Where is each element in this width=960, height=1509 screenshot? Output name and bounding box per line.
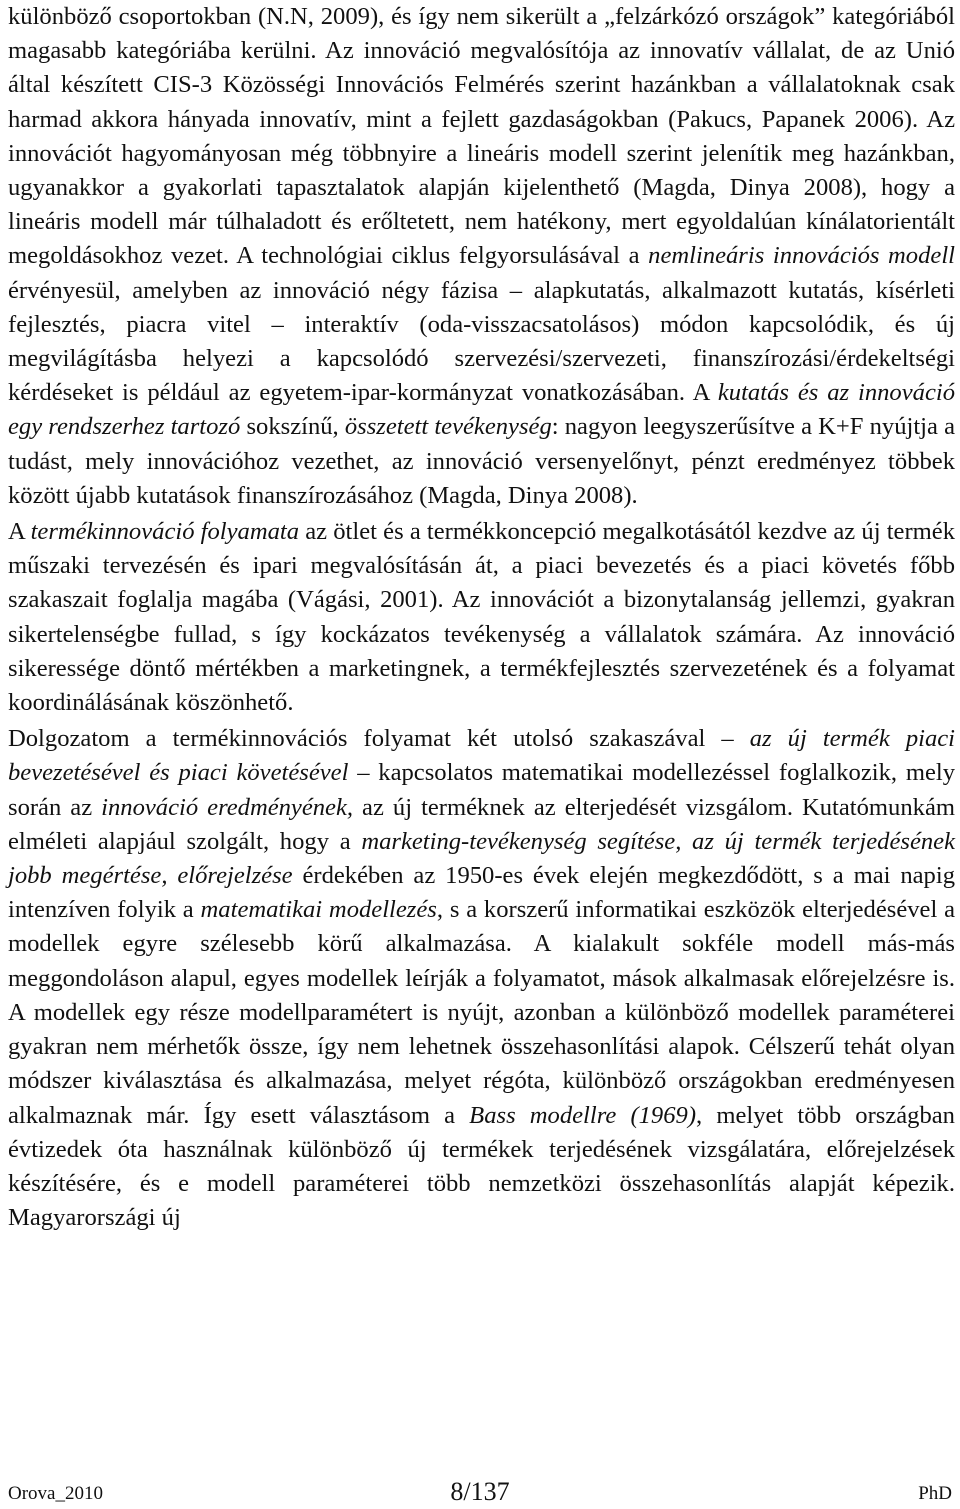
emphasized-text: Bass modellre (1969): [469, 1101, 697, 1129]
text-run: érdekében az 1950-es évek elején megkezdődött, s a mai napig intenzíven folyik a: [8, 862, 955, 924]
emphasized-text: az új termék piaci bevezetésével és piaci követésével: [8, 725, 955, 787]
paragraph-3: [8, 722, 955, 1235]
paragraph-1: [8, 0, 955, 513]
text-run: érvényesül, amelyben az innováció négy fázisa – alapkutatás, alkalmazott kutatás, kísérleti fejlesztés, piacra vitel – interaktív (oda-visszacsatolásos) módon kapcsolódik, és új megvilágításba helyezi a kapcsolódó szervezési/szervezeti, finanszírozási/érdekeltségi kérdéseket is például az egyetem-ipar-kormányzat vonatkozásában. A: [8, 276, 955, 407]
footer-author: Orova_2010: [8, 1483, 103, 1504]
text-run: az ötlet és a termékkoncepció megalkotásától kezdve az új termék műszaki tervezésén és ipari megvalósításán át, a piaci bevezetés és a piaci követés főbb szakaszait foglalja magába (Vágási, 2001). Az innovációt a bizonytalanság jellemzi, gyakran sikertelenségbe fullad, s így kockázatos tevékenység a vállalatok számára. Az innováció sikeressége döntő mértékben a marketingnek, a termékfejlesztés szervezetének és a folyamat koordinálásának köszönhető.: [8, 518, 955, 717]
emphasized-text: összetett tevékenység: [344, 413, 552, 441]
text-run: az új terméknek az elterjedését vizsgálom. Kutatómunkám elméleti alapjául szolgált, hogy a: [8, 793, 955, 855]
text-run: sokszínű,: [240, 413, 345, 441]
text-run: , s a korszerű informatikai eszközök elterjedésével a modellek egyre szélesebb körű alkalmazása. A kialakult sokféle modell más-más meggondoláson alapul, egyes modellek leírják a folyamatot, mások alkalmasak előrejelzésre is. A modellek egy része modellparamétert is nyújt, azonban a különböző modellek paraméterei gyakran nem mérhetők össze, így nem lehetnek összehasonlítási alapok. Célszerű tehát olyan módszer kiválasztása és alkalmazása, melyet régóta, különböző országokban eredményesen alkalmaznak már. Így esett választásom a: [8, 896, 956, 1129]
text-run: – kapcsolatos matematikai modellezéssel foglalkozik, mely során az: [8, 759, 955, 821]
text-run: A: [8, 518, 31, 546]
emphasized-text: nemlineáris innovációs modell: [648, 242, 955, 270]
emphasized-text: innováció eredményének,: [101, 793, 354, 821]
paragraph-2: [8, 515, 955, 720]
text-run: , melyet több országban évtizedek óta használnak különböző új termékek terjedésének vizsgálatára, előrejelzések készítésére, és e modell paraméterei több nemzetközi összehasonlítás alapját képezik. Magyarországi új: [8, 1101, 955, 1232]
page-number: 8/137: [450, 1477, 510, 1506]
footer-degree: PhD: [918, 1483, 952, 1504]
page-footer: [8, 1471, 952, 1507]
emphasized-text: termékinnováció folyamata: [30, 518, 300, 546]
emphasized-text: kutatás és az innováció egy rendszerhez tartozó: [8, 379, 955, 441]
emphasized-text: matematikai modellezés: [200, 896, 437, 924]
emphasized-text: marketing-tevékenység segítése, az új termék terjedésének jobb megértése, előrejelzése: [8, 827, 955, 890]
text-run: különböző csoportokban (N.N, 2009), és így nem sikerült a „felzárkózó országok” kategóriából magasabb kategóriába kerülni. Az innováció megvalósítója az innovatív vállalat, de az Unió által készített CIS-3 Közösségi Innovációs Felmérés szerint hazánkban a vállalatoknak csak harmad akkora hányada innovatív, mint a fejlett gazdaságokban (Pakucs, Papanek 2006). Az innovációt hagyományosan még többnyire a lineáris modell szerint jelenítik meg hazánkban, ugyanakkor a gyakorlati tapasztalatok alapján kijelenthető (Magda, Dinya 2008), hogy a lineáris modell már túlhaladott és erőltetett, nem hatékony, mert egyoldalúan kínálatorientált megoldásokhoz vezet. A technológiai ciklus felgyorsulásával a: [8, 3, 955, 270]
document-body: [8, 0, 955, 1235]
text-run: : nagyon leegyszerűsítve a K+F nyújtja a tudást, mely innovációhoz vezethet, az innováció versenyelőnyt, pénzt eredményez többek között újabb kutatások finanszírozásához (Magda, Dinya 2008).: [8, 413, 956, 509]
text-run: Dolgozatom a termékinnovációs folyamat két utolsó szakaszával –: [8, 725, 750, 753]
